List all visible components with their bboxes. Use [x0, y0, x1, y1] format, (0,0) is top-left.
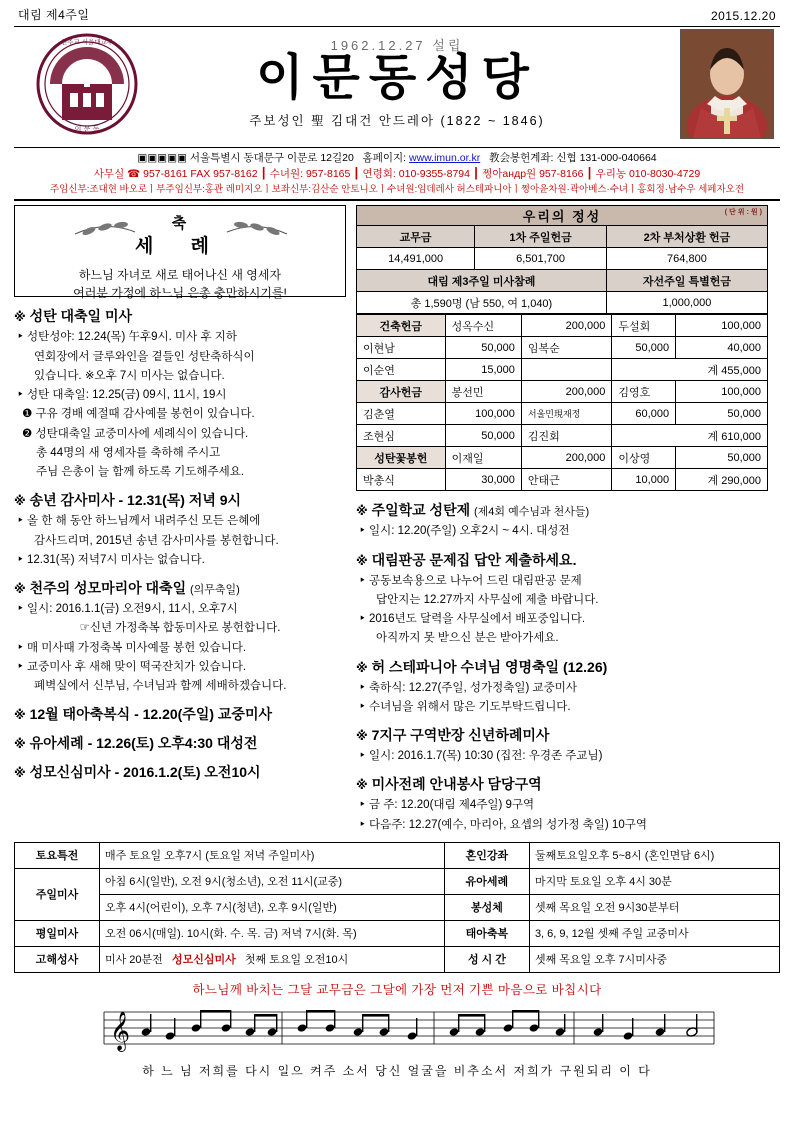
section-title: 성모신심미사 — [29, 764, 111, 781]
section-date: - 2016.1.2(토) 오전10시 — [114, 764, 261, 781]
section-title: 미사전례 안내봉사 담당구역 — [371, 776, 542, 793]
section-items — [14, 513, 346, 569]
donor-name: 박총식 — [357, 469, 446, 491]
donor-name: 김영호 — [612, 381, 676, 403]
info-divider — [14, 199, 780, 201]
list-item: 있습니다. ※오후 7시 미사는 없습니다. — [34, 369, 225, 382]
donor-amount: 200,000 — [521, 315, 612, 337]
section-mark-icon: ※ — [14, 737, 26, 752]
list-item: ❷ 성탄대축일 교중미사에 세례식이 있습니다. — [14, 426, 346, 443]
schedule-value: 둘째토요일오후 5~8시 (혼인면담 6시) — [529, 842, 779, 868]
section-mark-icon: ※ — [356, 553, 368, 568]
section-mark-icon: ※ — [356, 504, 368, 519]
donor-amount: 200,000 — [521, 447, 612, 469]
confession-text-2: 첫째 토요일 오전10시 — [235, 954, 349, 967]
list-item: ‣ 올 한 해 동안 하느님께서 내려주신 모든 은혜에 — [14, 513, 346, 530]
section-heading — [14, 733, 346, 753]
section-title: 성탄 대축일 미사 — [29, 308, 133, 325]
parish-title: 이문동성당 — [256, 49, 538, 106]
table-row — [357, 359, 768, 381]
schedule-value: 마지막 토요일 오후 4시 30분 — [529, 868, 779, 894]
baptism-chuk-label: 축 — [171, 215, 189, 233]
offering-unit-note: (단위:원) — [724, 209, 764, 217]
offering-header-cell: 1차 주일헌금 — [475, 226, 607, 248]
baptism-message-2: 여러분 가정에 하느님 은총 충만하시기를! — [73, 286, 287, 301]
founded-date: 1962.12.27 설립 — [330, 38, 464, 53]
staff-line: 주임신부:조대현 바오로ㅣ부주임신부:홍관 레미지오ㅣ보좌신부:김산순 안토니오ㅣ수녀원:임데레사 허스테파니아ㅣ쩡아윤차원·곽아베스·수녀ㅣ홍회정·남수우 세페자오전 — [50, 183, 744, 195]
hymn-lyrics: 하 느 님 저희를 다시 일으 켜주 소서 당신 얼굴을 비추소서 저희가 구원되리 이 다 — [142, 1063, 652, 1078]
table-row — [15, 868, 780, 894]
offering-title-text: 우리의 정성 — [522, 209, 602, 225]
section-items — [356, 748, 768, 765]
list-item: ‣ 금 주: 12.20(대림 제4주일) 9구역 — [356, 797, 768, 814]
section-subnote: (의무축일) — [190, 584, 240, 596]
list-item: ‣ 일시: 12.20(주일) 오후2시 ~ 4시. 대성전 — [356, 523, 768, 540]
section-date: - 12.26(토) 오후4:30 대성전 — [87, 735, 258, 752]
section-subnote: (제4회 예수님과 천사들) — [474, 506, 590, 519]
donor-amount: 50,000 — [445, 425, 521, 447]
section-sunday-school-christmas — [356, 500, 768, 540]
table-row — [357, 226, 768, 248]
schedule-value: 3, 6, 9, 12월 셋째 주일 교중미사 — [529, 920, 779, 946]
list-item: ‣ 일시: 2016.1.1(금) 오전9시, 11시, 오후7시 — [14, 601, 346, 618]
table-row — [15, 946, 780, 972]
section-infant-baptism — [14, 733, 346, 753]
section-mark-icon: ※ — [14, 310, 26, 325]
schedule-label: 평일미사 — [15, 920, 100, 946]
donor-name: 조현심 — [357, 425, 446, 447]
section-date: - 12.20(주일) 교중미사 — [134, 706, 273, 723]
section-items — [14, 601, 346, 695]
schedule-label: 혼인강좌 — [444, 842, 529, 868]
donor-name: 봉선민 — [445, 381, 521, 403]
group-total: 계 290,000 — [676, 469, 768, 491]
homepage-link[interactable]: www.imun.or.kr — [409, 152, 481, 164]
section-items — [356, 680, 768, 717]
donor-amount: 100,000 — [676, 381, 768, 403]
liturgical-week-label: 대림 제4주일 — [18, 8, 90, 22]
address-text: 서울특별시 동대문구 이문로 12길20 — [189, 152, 354, 164]
offering-group-name: 건축헌금 — [357, 315, 446, 337]
table-row — [357, 292, 768, 314]
table-row — [15, 842, 780, 868]
section-items — [14, 329, 346, 481]
patron-saint-line: 주보성인 聖 김대건 안드레아 (1822 ~ 1846) — [249, 114, 545, 129]
schedule-label: 봉성체 — [444, 894, 529, 920]
section-heading — [356, 774, 768, 794]
schedule-value: 아침 6시(일반), 오전 9시(청소년), 오전 11시(교중) — [100, 868, 445, 894]
schedule-value: 셋째 목요일 오후 7시미사중 — [529, 946, 779, 972]
section-heading — [14, 490, 346, 510]
account-line: 教会봉헌계좌: 신협 131-000-040664 — [488, 152, 657, 164]
section-title: 천주의 성모마리아 대축일 — [29, 580, 187, 596]
right-column — [356, 205, 768, 834]
donor-amount: 15,000 — [445, 359, 521, 381]
table-row — [15, 920, 780, 946]
schedule-label: 유아세례 — [444, 868, 529, 894]
section-mark-icon: ※ — [356, 778, 368, 793]
section-unborn-blessing — [14, 704, 346, 724]
donor-amount: 50,000 — [676, 403, 768, 425]
group-total: 계 610,000 — [612, 425, 768, 447]
group-total: 계 455,000 — [612, 359, 768, 381]
donor-name: 성옥수신 — [445, 315, 521, 337]
section-advent-workbook — [356, 550, 768, 648]
section-items — [356, 523, 768, 540]
schedule-label: 토요특전 — [15, 842, 100, 868]
offering-value: 총 1,590명 (남 550, 여 1,040) — [357, 292, 607, 314]
schedule-highlight: 성모신심미사 — [171, 954, 236, 967]
offering-header-cell: 대림 제3주일 미사참례 — [357, 270, 607, 292]
section-marian-devotion-mass — [14, 762, 346, 782]
section-items — [356, 797, 768, 834]
section-mark-icon: ※ — [356, 729, 368, 743]
list-item: 폐벽실에서 신부님, 수녀님과 함께 세배하겠습니다. — [34, 680, 287, 692]
list-item: ‣ 성탄성야: 12.24(목) 午후9시. 미사 후 지하 — [14, 329, 346, 346]
list-item: ☞ 신년 가정축복 합동미사로 봉헌합니다. — [14, 620, 346, 637]
schedule-label: 태아축복 — [444, 920, 529, 946]
list-item: 총 44명의 새 영세자를 축하해 주시고 — [36, 446, 221, 459]
list-item: ‣ 수녀님을 위해서 많은 기도부탁드립니다. — [356, 699, 768, 716]
empty-cell — [521, 359, 612, 381]
table-row — [357, 469, 768, 491]
section-title: 허 스테파니아 수녀님 영명축일 — [371, 658, 560, 675]
address-line — [14, 150, 780, 166]
address-icons: ▣▣▣▣▣ — [137, 152, 187, 164]
section-heading — [14, 578, 346, 598]
issue-date: 2015.12.20 — [710, 9, 776, 23]
donor-amount: 40,000 — [676, 337, 768, 359]
donor-amount: 100,000 — [676, 315, 768, 337]
list-item: 아직까지 못 받으신 분은 받아가세요. — [376, 632, 559, 645]
schedule-value: 셋째 목요일 오전 9시30분부터 — [529, 894, 779, 920]
table-row — [357, 315, 768, 337]
baptism-message-1: 하느님 자녀로 새로 태어나신 새 영세자 — [78, 268, 282, 283]
list-item: 답안지는 12.27까지 사무실에 제출 바랍니다. — [376, 593, 599, 606]
donor-name: 이상영 — [612, 447, 676, 469]
phone-line: 사무실 ☎ 957-8161 FAX 957-8162 ┃ 수녀원: 957-8165 ┃ 연령회: 010-9355-8794 ┃ 쩡아андр원 957-8166 ┃ 우리농 010-8030-4729 — [93, 168, 701, 181]
offering-header-cell: 자선주일 특별헌금 — [606, 270, 767, 292]
table-row — [357, 425, 768, 447]
section-date: - 12.31(목) 저녁 9시 — [118, 492, 242, 509]
donor-amount: 100,000 — [445, 403, 521, 425]
list-item: ‣ 교중미사 후 새해 맞이 떡국잔치가 있습니다. — [14, 659, 346, 676]
section-title: 7지구 구역반장 신년하례미사 — [371, 727, 550, 743]
offering-value: 764,800 — [606, 248, 767, 270]
list-item: ‣ 12.31(목) 저녁7시 미사는 없습니다. — [14, 552, 346, 569]
offering-table — [356, 225, 768, 314]
section-district-new-year-mass — [356, 725, 768, 765]
donor-name: 이재일 — [445, 447, 521, 469]
table-row — [357, 381, 768, 403]
section-sister-feast-day — [356, 657, 768, 717]
offering-header-cell: 2차 부처상환 헌금 — [606, 226, 767, 248]
section-date: (12.26) — [562, 658, 608, 675]
offering-value: 14,491,000 — [357, 248, 475, 270]
section-title: 송년 감사미사 — [29, 492, 115, 509]
section-liturgy-usher-district — [356, 774, 768, 834]
schedule-value: 매주 토요일 오후7시 (토요일 저녁 주일미사) — [100, 842, 445, 868]
section-heading — [356, 725, 768, 745]
section-heading — [14, 306, 346, 326]
donor-amount: 30,000 — [445, 469, 521, 491]
section-mark-icon: ※ — [14, 708, 26, 723]
list-item: ‣ 다음주: 12.27(예수, 마리아, 요셉의 성가정 축일) 10구역 — [356, 817, 768, 834]
table-row — [357, 403, 768, 425]
donor-name: 임복순 — [521, 337, 612, 359]
baptism-title: 세 례 — [135, 236, 225, 258]
donor-name: 김진회 — [521, 425, 612, 447]
donor-amount: 50,000 — [676, 447, 768, 469]
homepage-label: 홈페이지: — [362, 152, 407, 164]
list-item: 연회장에서 글루와인을 곁들인 성탄축하식이 — [34, 350, 255, 363]
offering-value: 6,501,700 — [475, 248, 607, 270]
offering-detail-table — [356, 314, 768, 491]
confession-text: 미사 20분전 — [105, 954, 172, 967]
schedule-label: 고해성사 — [15, 946, 100, 972]
offering-value: 1,000,000 — [606, 292, 767, 314]
table-row — [357, 337, 768, 359]
svg-text:𝄞: 𝄞 — [110, 1010, 131, 1051]
list-item: 주님 은총이 늘 함께 하도록 기도해주세요. — [36, 466, 245, 478]
table-row — [357, 248, 768, 270]
schedule-value-confession — [100, 946, 445, 972]
table-row — [15, 894, 780, 920]
section-mark-icon: ※ — [356, 660, 368, 675]
donor-amount: 200,000 — [521, 381, 612, 403]
left-column — [14, 205, 346, 834]
schedule-label: 성 시 간 — [444, 946, 529, 972]
section-heading — [356, 550, 768, 570]
section-mark-icon: ※ — [14, 766, 26, 781]
section-mark-icon: ※ — [14, 582, 26, 596]
list-item: ‣ 매 미사때 가정축복 미사예물 봉헌 있습니다. — [14, 640, 346, 657]
svg-text:이 문 동: 이 문 동 — [74, 125, 100, 133]
section-title: 주일학교 성탄제 — [371, 502, 471, 519]
list-item: ❶ 구유 경배 예절때 감사예물 봉헌이 있습니다. — [14, 406, 346, 423]
list-item: ‣ 공동보속용으로 나누어 드린 대림판공 문제 — [356, 573, 768, 590]
laurel-decoration-icon — [15, 212, 345, 240]
offering-group-name: 감사헌금 — [357, 381, 446, 403]
donor-amount: 50,000 — [612, 337, 676, 359]
section-heading — [14, 762, 346, 782]
table-row — [357, 270, 768, 292]
list-item: ‣ 2016년도 달력을 사무실에서 배포중입니다. — [356, 611, 768, 628]
donor-name: 안태근 — [521, 469, 612, 491]
donor-name: 이순연 — [357, 359, 446, 381]
music-notation — [14, 1002, 780, 1060]
donor-name: 두설회 — [612, 315, 676, 337]
parish-crest-icon — [32, 31, 142, 137]
offering-group-name: 성탄꽃봉헌 — [357, 447, 446, 469]
offering-table-title — [356, 205, 768, 225]
section-title: 대림판공 문제집 답안 제출하세요. — [371, 551, 577, 568]
svg-text:천주교 서울대교구: 천주교 서울대교구 — [60, 38, 114, 46]
section-year-end-mass — [14, 490, 346, 569]
offering-notice: 하느님께 바치는 그달 교무금은 그달에 가장 먼저 기쁜 마음으로 바칩시다 — [192, 982, 602, 997]
donor-name: 이현남 — [357, 337, 446, 359]
contact-block — [14, 150, 780, 197]
section-heading — [14, 704, 346, 724]
list-item: ‣ 일시: 2016.1.7(목) 10:30 (집전: 우경존 주교님) — [356, 748, 768, 765]
donor-name: 김춘열 — [357, 403, 446, 425]
schedule-value: 오전 06시(매일). 10시(화. 수. 목. 금) 저녁 7시(화. 목) — [100, 920, 445, 946]
list-item: ‣ 축하식: 12.27(주일, 성가정축일) 교중미사 — [356, 680, 768, 697]
schedule-value: 오후 4시(어린이), 오후 7시(청년), 오후 9시(일반) — [100, 894, 445, 920]
section-title: 12월 태아축복식 — [29, 706, 131, 723]
section-mark-icon: ※ — [14, 494, 26, 509]
donor-amount: 50,000 — [445, 337, 521, 359]
section-mother-of-god — [14, 578, 346, 695]
table-row — [357, 447, 768, 469]
patron-saint-portrait — [680, 29, 774, 139]
donor-amount: 60,000 — [612, 403, 676, 425]
section-heading — [356, 500, 768, 520]
masthead-divider — [14, 147, 780, 148]
masthead — [14, 27, 780, 145]
baptism-announcement-box — [14, 205, 346, 301]
offering-header-cell: 교무금 — [357, 226, 475, 248]
mass-schedule-table — [14, 842, 780, 973]
section-title: 유아세례 — [29, 735, 84, 752]
list-item: 감사드리며, 2015년 송년 감사미사를 봉헌합니다. — [34, 534, 279, 547]
schedule-label: 주일미사 — [15, 868, 100, 920]
section-christmas-mass — [14, 306, 346, 481]
body-columns — [14, 205, 780, 834]
top-line — [14, 6, 780, 25]
donor-amount: 10,000 — [612, 469, 676, 491]
section-items — [356, 573, 768, 648]
section-heading — [356, 657, 768, 677]
list-item: ‣ 성탄 대축일: 12.25(금) 09시, 11시, 19시 — [14, 387, 346, 404]
donor-name: 서울민現재정 — [521, 403, 612, 425]
